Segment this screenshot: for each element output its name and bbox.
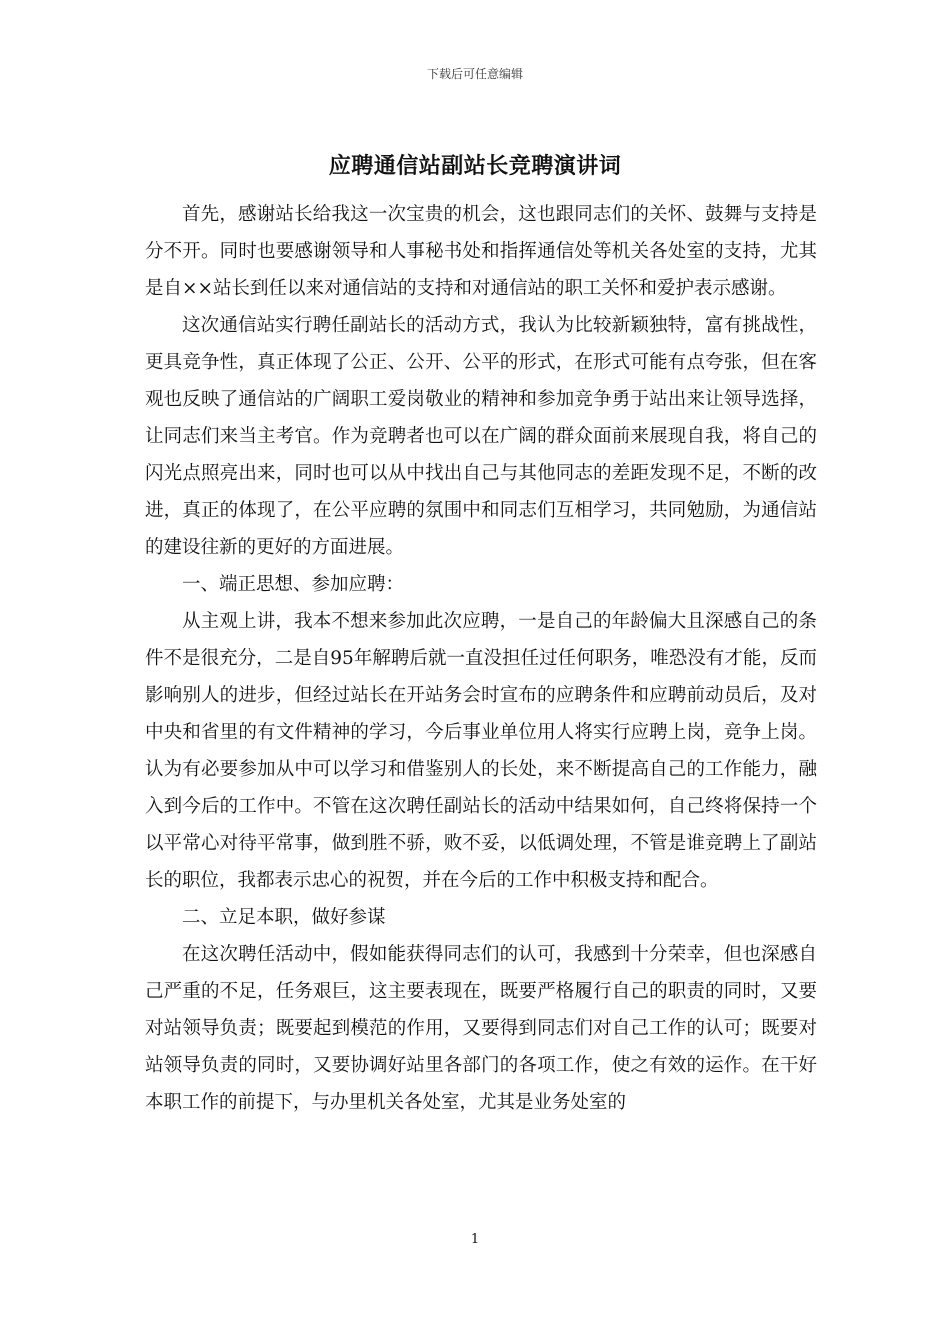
page-number: 1: [470, 1232, 480, 1247]
paragraph-duties: 在这次聘任活动中，假如能获得同志们的认可，我感到十分荣幸，但也深感自己严重的不足，任务艰巨，这主要表现在，既要严格履行自己的职责的同时，又要对站领导负责；既要起到模范的作用，又要得到同志们对自己工作的认可；既要对站领导负责的同时，又要协调好站里各部门的各项工作，使之有效的运作。在干好本职工作的前提下，与办里机关各处室，尤其是业务处室的: [145, 944, 817, 1113]
section-heading-1: 一、端正思想、参加应聘：: [182, 574, 405, 595]
document-body: [145, 196, 817, 1121]
paragraph-thanks: 首先，感谢站长给我这一次宝贵的机会，这也跟同志们的关怀、鼓舞与支持是分不开。同时也要感谢领导和人事秘书处和指挥通信处等机关各处室的支持，尤其是自××站长到任以来对通信站的支持和对通信站的职工关怀和爱护表示感谢。: [145, 204, 817, 299]
page-header: 下载后可任意编辑: [426, 67, 523, 81]
paragraph-activity-view: 这次通信站实行聘任副站长的活动方式，我认为比较新颖独特，富有挑战性，更具竞争性，真正体现了公正、公开、公平的形式，在形式可能有点夸张，但在客观也反映了通信站的广阔职工爱岗敬业的精神和参加竞争勇于站出来让领导选择，让同志们来当主考官。作为竞聘者也可以在广阔的群众面前来展现自我，将自己的闪光点照亮出来，同时也可以从中找出自己与其他同志的差距发现不足，不断的改进，真正的体现了，在公平应聘的氛围中和同志们互相学习，共同勉励，为通信站的建设往新的更好的方面进展。: [145, 315, 817, 558]
document-title: 应聘通信站副站长竞聘演讲词: [328, 153, 622, 179]
section-heading-2: 二、立足本职，做好参谋: [182, 907, 386, 928]
paragraph-motivation: 从主观上讲，我本不想来参加此次应聘，一是自己的年龄偏大且深感自己的条件不是很充分，二是自95年解聘后就一直没担任过任何职务，唯恐没有才能，反而影响别人的进步，但经过站长在开站务会时宣布的应聘条件和应聘前动员后，及对中央和省里的有文件精神的学习，今后事业单位用人将实行应聘上岗，竞争上岗。认为有必要参加从中可以学习和借鉴别人的长处，来不断提高自己的工作能力，融入到今后的工作中。不管在这次聘任副站长的活动中结果如何，自己终将保持一个以平常心对待平常事，做到胜不骄，败不妥，以低调处理，不管是谁竞聘上了副站长的职位，我都表示忠心的祝贺，并在今后的工作中积极支持和配合。: [145, 611, 817, 891]
